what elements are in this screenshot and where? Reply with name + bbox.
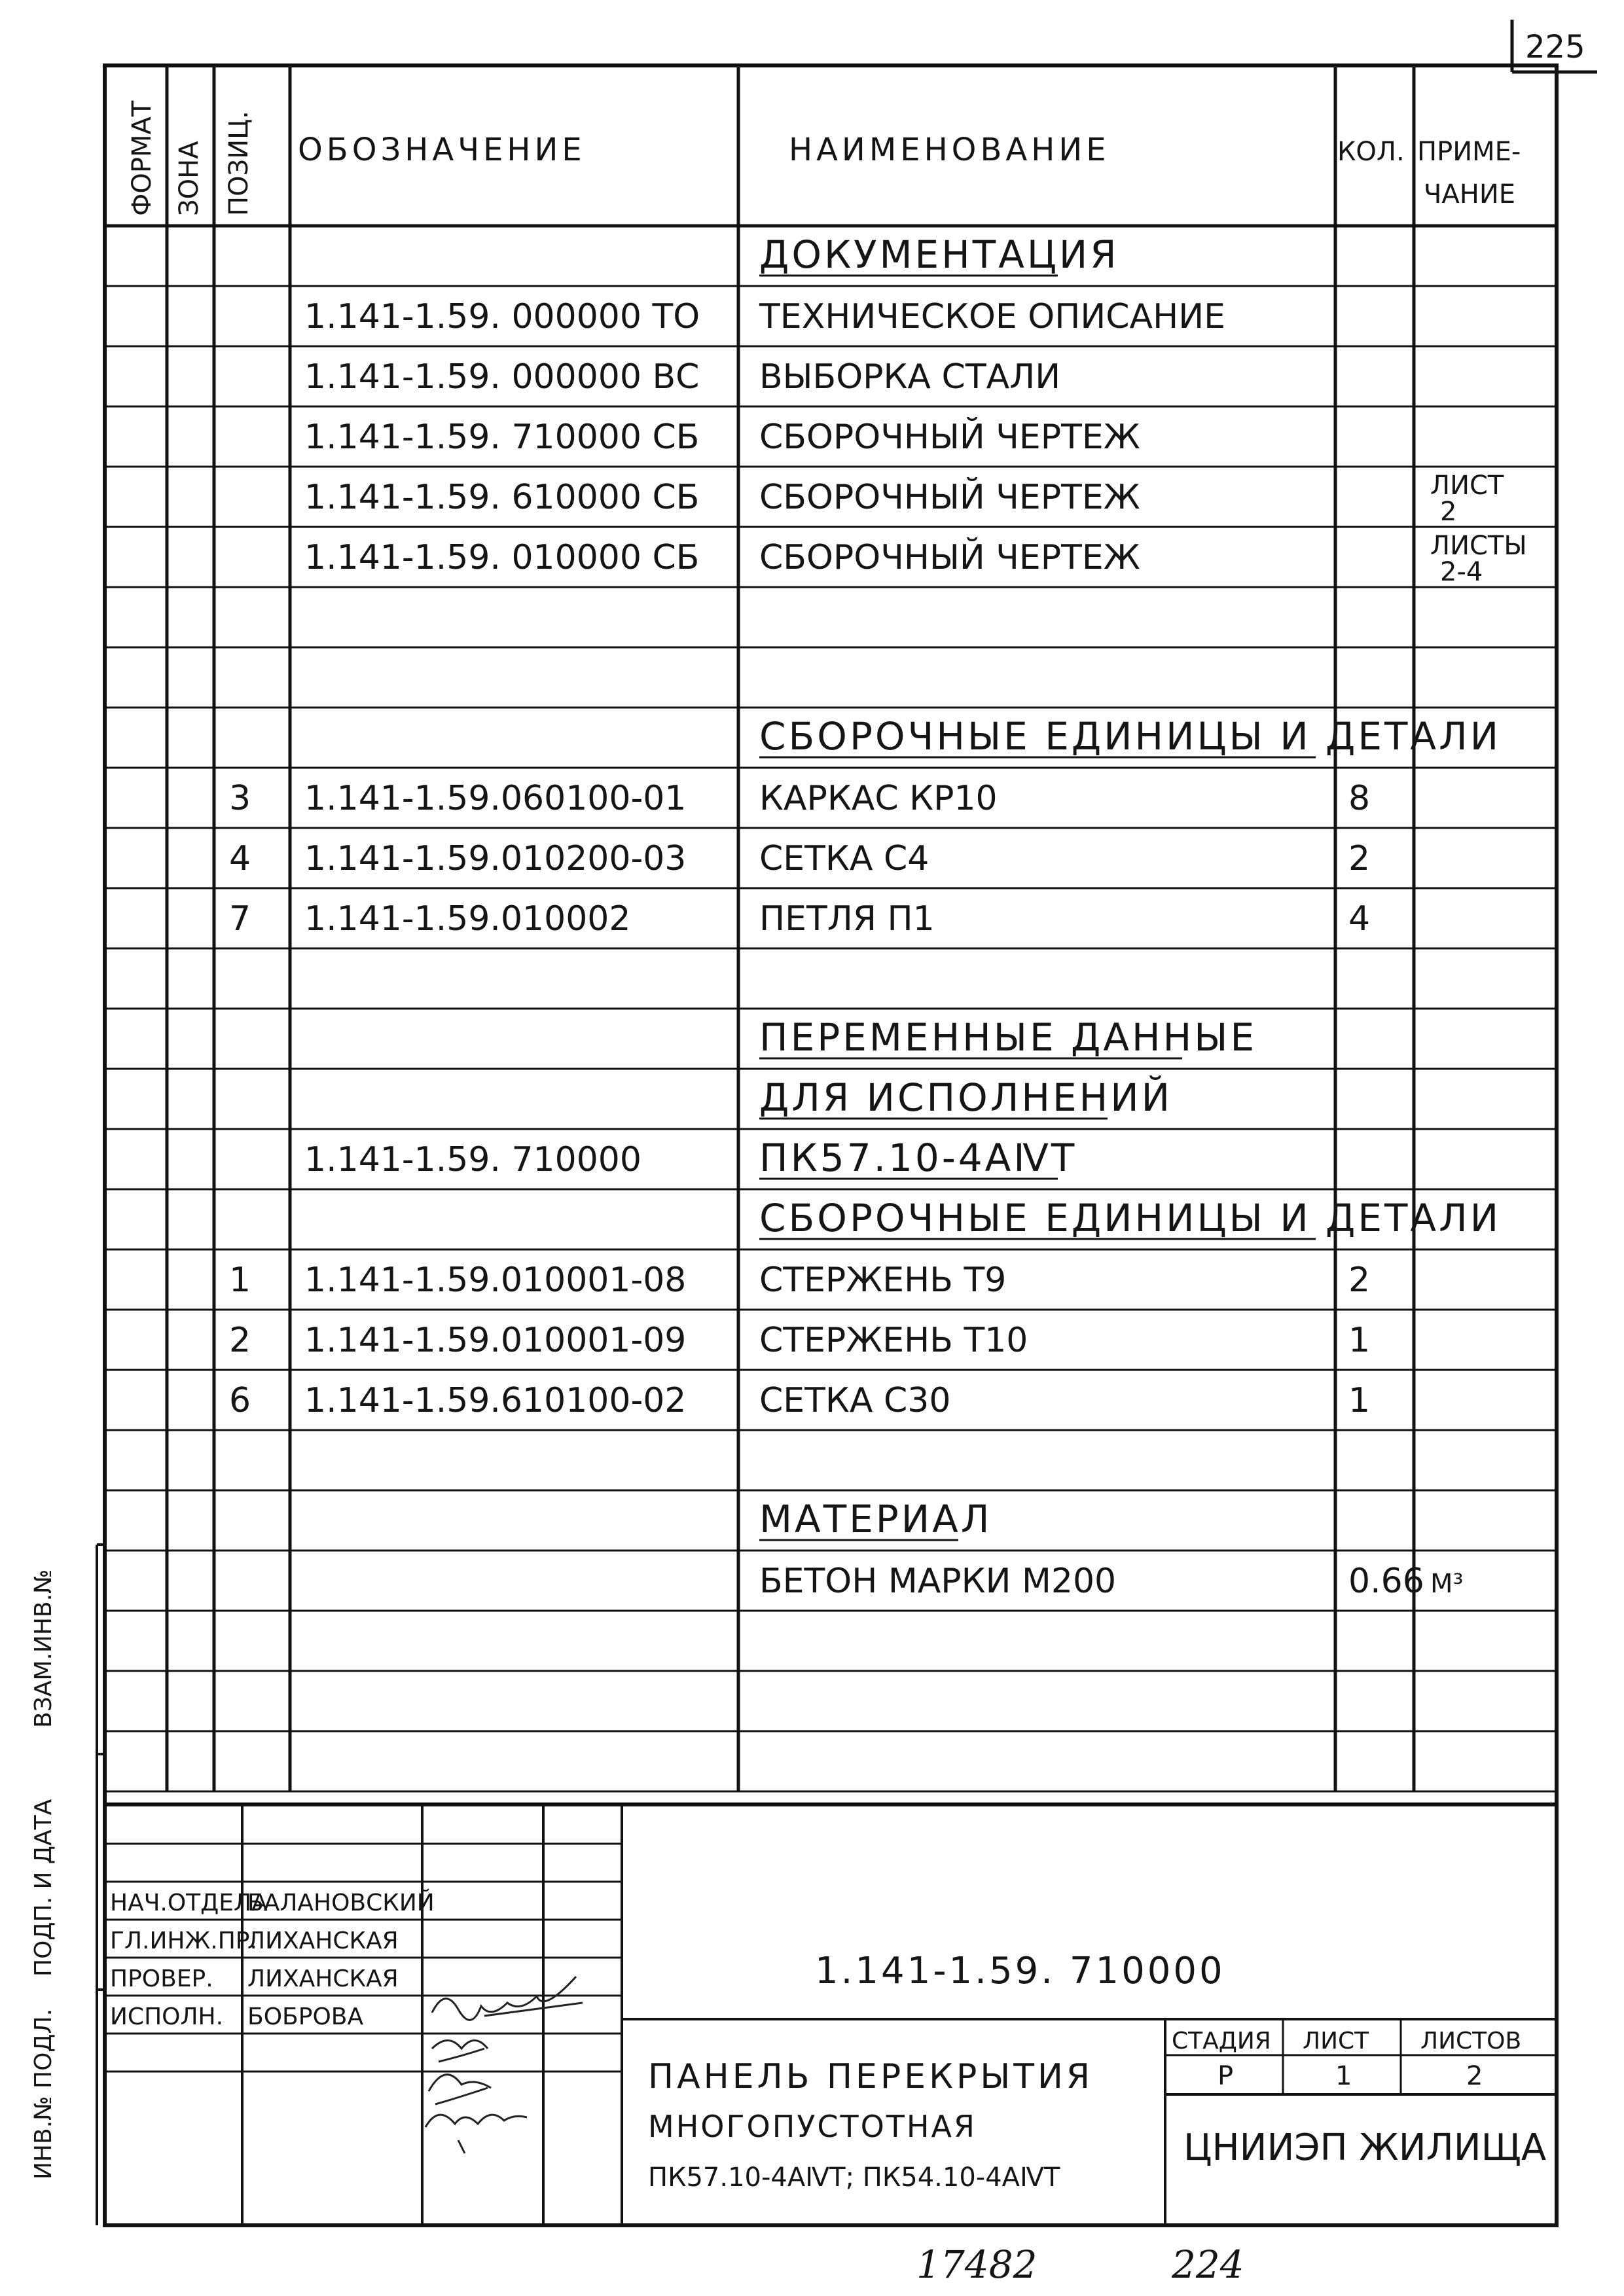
row-name: СТЕРЖЕНЬ Т10 <box>759 1321 1028 1360</box>
table-row <box>229 899 1370 939</box>
sheets-label: ЛИСТОВ <box>1420 2028 1522 2054</box>
row-position: 2 <box>229 1321 251 1360</box>
table-row <box>304 1136 1077 1180</box>
row-qty: 8 <box>1348 779 1371 818</box>
signer-name: ЛИХАНСКАЯ <box>247 1928 399 1954</box>
spec-table-body <box>229 232 1527 1601</box>
signature-4 <box>425 2115 527 2153</box>
title-line-3: ПК57.10-4АⅣТ; ПК54.10-4АⅣТ <box>648 2162 1060 2193</box>
row-designation: 1.141-1.59. 010000 СБ <box>304 538 700 577</box>
side-label-inv-sub: ВЗАМ.ИНВ.№ <box>30 1569 57 1728</box>
row-note: ЛИСТЫ <box>1430 531 1527 561</box>
organization: ЦНИИЭП ЖИЛИЩА <box>1183 2126 1547 2169</box>
signer-name: ЛИХАНСКАЯ <box>247 1965 399 1992</box>
section-heading: МАТЕРИАЛ <box>759 1497 992 1541</box>
table-row <box>304 357 1060 397</box>
table-row <box>759 1015 1257 1060</box>
row-name: ТЕХНИЧЕСКОЕ ОПИСАНИЕ <box>759 297 1225 336</box>
signers-list <box>110 1889 435 2030</box>
row-position: 7 <box>229 899 251 939</box>
row-note: ЛИСТ <box>1430 471 1504 501</box>
table-row <box>229 1381 1370 1420</box>
header-note-2: ЧАНИЕ <box>1424 179 1516 209</box>
row-position: 4 <box>229 839 251 878</box>
header-designation: ОБОЗНАЧЕНИЕ <box>298 132 586 168</box>
signer-role: НАЧ.ОТДЕЛА <box>110 1890 268 1916</box>
signatures <box>425 1977 583 2153</box>
header-position: ПОЗИЦ. <box>224 111 254 216</box>
row-designation: 1.141-1.59.010001-08 <box>304 1261 687 1300</box>
row-note: М³ <box>1430 1569 1464 1599</box>
header-note-1: ПРИМЕ- <box>1417 137 1521 167</box>
title-line-1: ПАНЕЛЬ ПЕРЕКРЫТИЯ <box>648 2057 1094 2096</box>
row-name: СБОРОЧНЫЙ ЧЕРТЕЖ <box>759 478 1140 517</box>
row-qty: 1 <box>1348 1321 1371 1360</box>
row-position: 6 <box>229 1381 251 1420</box>
table-row <box>759 1075 1172 1120</box>
row-qty: 4 <box>1348 899 1371 939</box>
section-heading: ПЕРЕМЕННЫЕ ДАННЫЕ <box>759 1015 1257 1060</box>
section-heading: СБОРОЧНЫЕ ЕДИНИЦЫ И ДЕТАЛИ <box>759 1196 1502 1240</box>
row-name: СБОРОЧНЫЙ ЧЕРТЕЖ <box>759 538 1140 577</box>
row-designation: 1.141-1.59.010200-03 <box>304 839 687 878</box>
signature-1 <box>432 1977 583 2020</box>
table-row <box>759 1562 1464 1601</box>
title-line-2: МНОГОПУСТОТНАЯ <box>648 2109 977 2144</box>
table-row <box>759 1196 1501 1240</box>
section-heading: ПК57.10-4АⅣТ <box>759 1136 1077 1180</box>
table-row <box>229 1261 1370 1300</box>
table-header <box>127 100 1521 216</box>
table-row <box>759 1497 992 1541</box>
row-name: ВЫБОРКА СТАЛИ <box>759 357 1061 397</box>
signer-name: БАЛАНОВСКИЙ <box>247 1890 435 1916</box>
side-label-sign-date: ПОДП. И ДАТА <box>30 1799 57 1977</box>
section-heading: ДОКУМЕНТАЦИЯ <box>759 232 1119 277</box>
row-name: СБОРОЧНЫЙ ЧЕРТЕЖ <box>759 418 1140 457</box>
title-block <box>110 1889 1546 2193</box>
signer-role: ПРОВЕР. <box>110 1965 213 1992</box>
signature-3 <box>429 2075 491 2104</box>
header-format: ФОРМАТ <box>127 100 157 216</box>
stage-value: Р <box>1218 2061 1234 2091</box>
row-designation: 1.141-1.59. 000000 ТО <box>304 297 700 336</box>
row-designation: 1.141-1.59. 610000 СБ <box>304 478 700 517</box>
row-position: 1 <box>229 1261 251 1300</box>
header-qty: КОЛ. <box>1337 137 1405 167</box>
header-zone: ЗОНА <box>174 141 204 216</box>
row-qty: 0.66 <box>1348 1562 1424 1601</box>
table-row <box>759 232 1119 277</box>
row-name: СЕТКА С4 <box>759 839 929 878</box>
section-heading: СБОРОЧНЫЕ ЕДИНИЦЫ И ДЕТАЛИ <box>759 714 1502 759</box>
footer-number-2: 224 <box>1172 2242 1244 2287</box>
section-heading: ДЛЯ ИСПОЛНЕНИЙ <box>759 1075 1173 1120</box>
row-qty: 2 <box>1348 839 1371 878</box>
signer-role: ГЛ.ИНЖ.ПР. <box>110 1928 257 1954</box>
side-label-inv-orig: ИНВ.№ ПОДЛ. <box>30 2008 57 2179</box>
signature-2 <box>432 2041 488 2062</box>
row-designation: 1.141-1.59.010002 <box>304 899 631 939</box>
row-designation: 1.141-1.59. 710000 СБ <box>304 418 700 457</box>
table-row <box>229 839 1370 878</box>
table-row <box>229 1321 1370 1360</box>
table-row <box>759 714 1501 759</box>
row-designation: 1.141-1.59. 710000 <box>304 1140 641 1179</box>
document-code: 1.141-1.59. 710000 <box>815 1950 1225 1992</box>
sheets-value: 2 <box>1466 2061 1483 2091</box>
row-name: ПЕТЛЯ П1 <box>759 899 935 939</box>
table-row <box>304 531 1527 587</box>
table-row <box>304 471 1504 527</box>
signer-role: ИСПОЛН. <box>110 2003 224 2030</box>
row-note-2: 2 <box>1440 497 1457 527</box>
row-qty: 1 <box>1348 1381 1371 1420</box>
table-row <box>229 779 1370 818</box>
row-name: БЕТОН МАРКИ М200 <box>759 1562 1117 1601</box>
row-name: СЕТКА С30 <box>759 1381 951 1420</box>
row-name: СТЕРЖЕНЬ Т9 <box>759 1261 1007 1300</box>
sheet-value: 1 <box>1335 2061 1352 2091</box>
page-corner-number: 225 <box>1525 29 1585 65</box>
signer-name: БОБРОВА <box>247 2003 364 2030</box>
table-row <box>304 297 1225 336</box>
sheet-label: ЛИСТ <box>1303 2028 1369 2054</box>
row-qty: 2 <box>1348 1261 1371 1300</box>
side-labels <box>30 1570 57 2180</box>
row-designation: 1.141-1.59.010001-09 <box>304 1321 687 1360</box>
footer-number-1: 17482 <box>916 2242 1038 2287</box>
stage-label: СТАДИЯ <box>1172 2028 1271 2054</box>
row-note-2: 2-4 <box>1440 557 1483 587</box>
header-name: НАИМЕНОВАНИЕ <box>789 132 1110 168</box>
row-position: 3 <box>229 779 251 818</box>
table-row <box>304 417 1140 457</box>
row-name: КАРКАС КР10 <box>759 779 998 818</box>
row-designation: 1.141-1.59.060100-01 <box>304 779 687 818</box>
row-designation: 1.141-1.59.610100-02 <box>304 1381 687 1420</box>
row-designation: 1.141-1.59. 000000 ВС <box>304 357 700 397</box>
